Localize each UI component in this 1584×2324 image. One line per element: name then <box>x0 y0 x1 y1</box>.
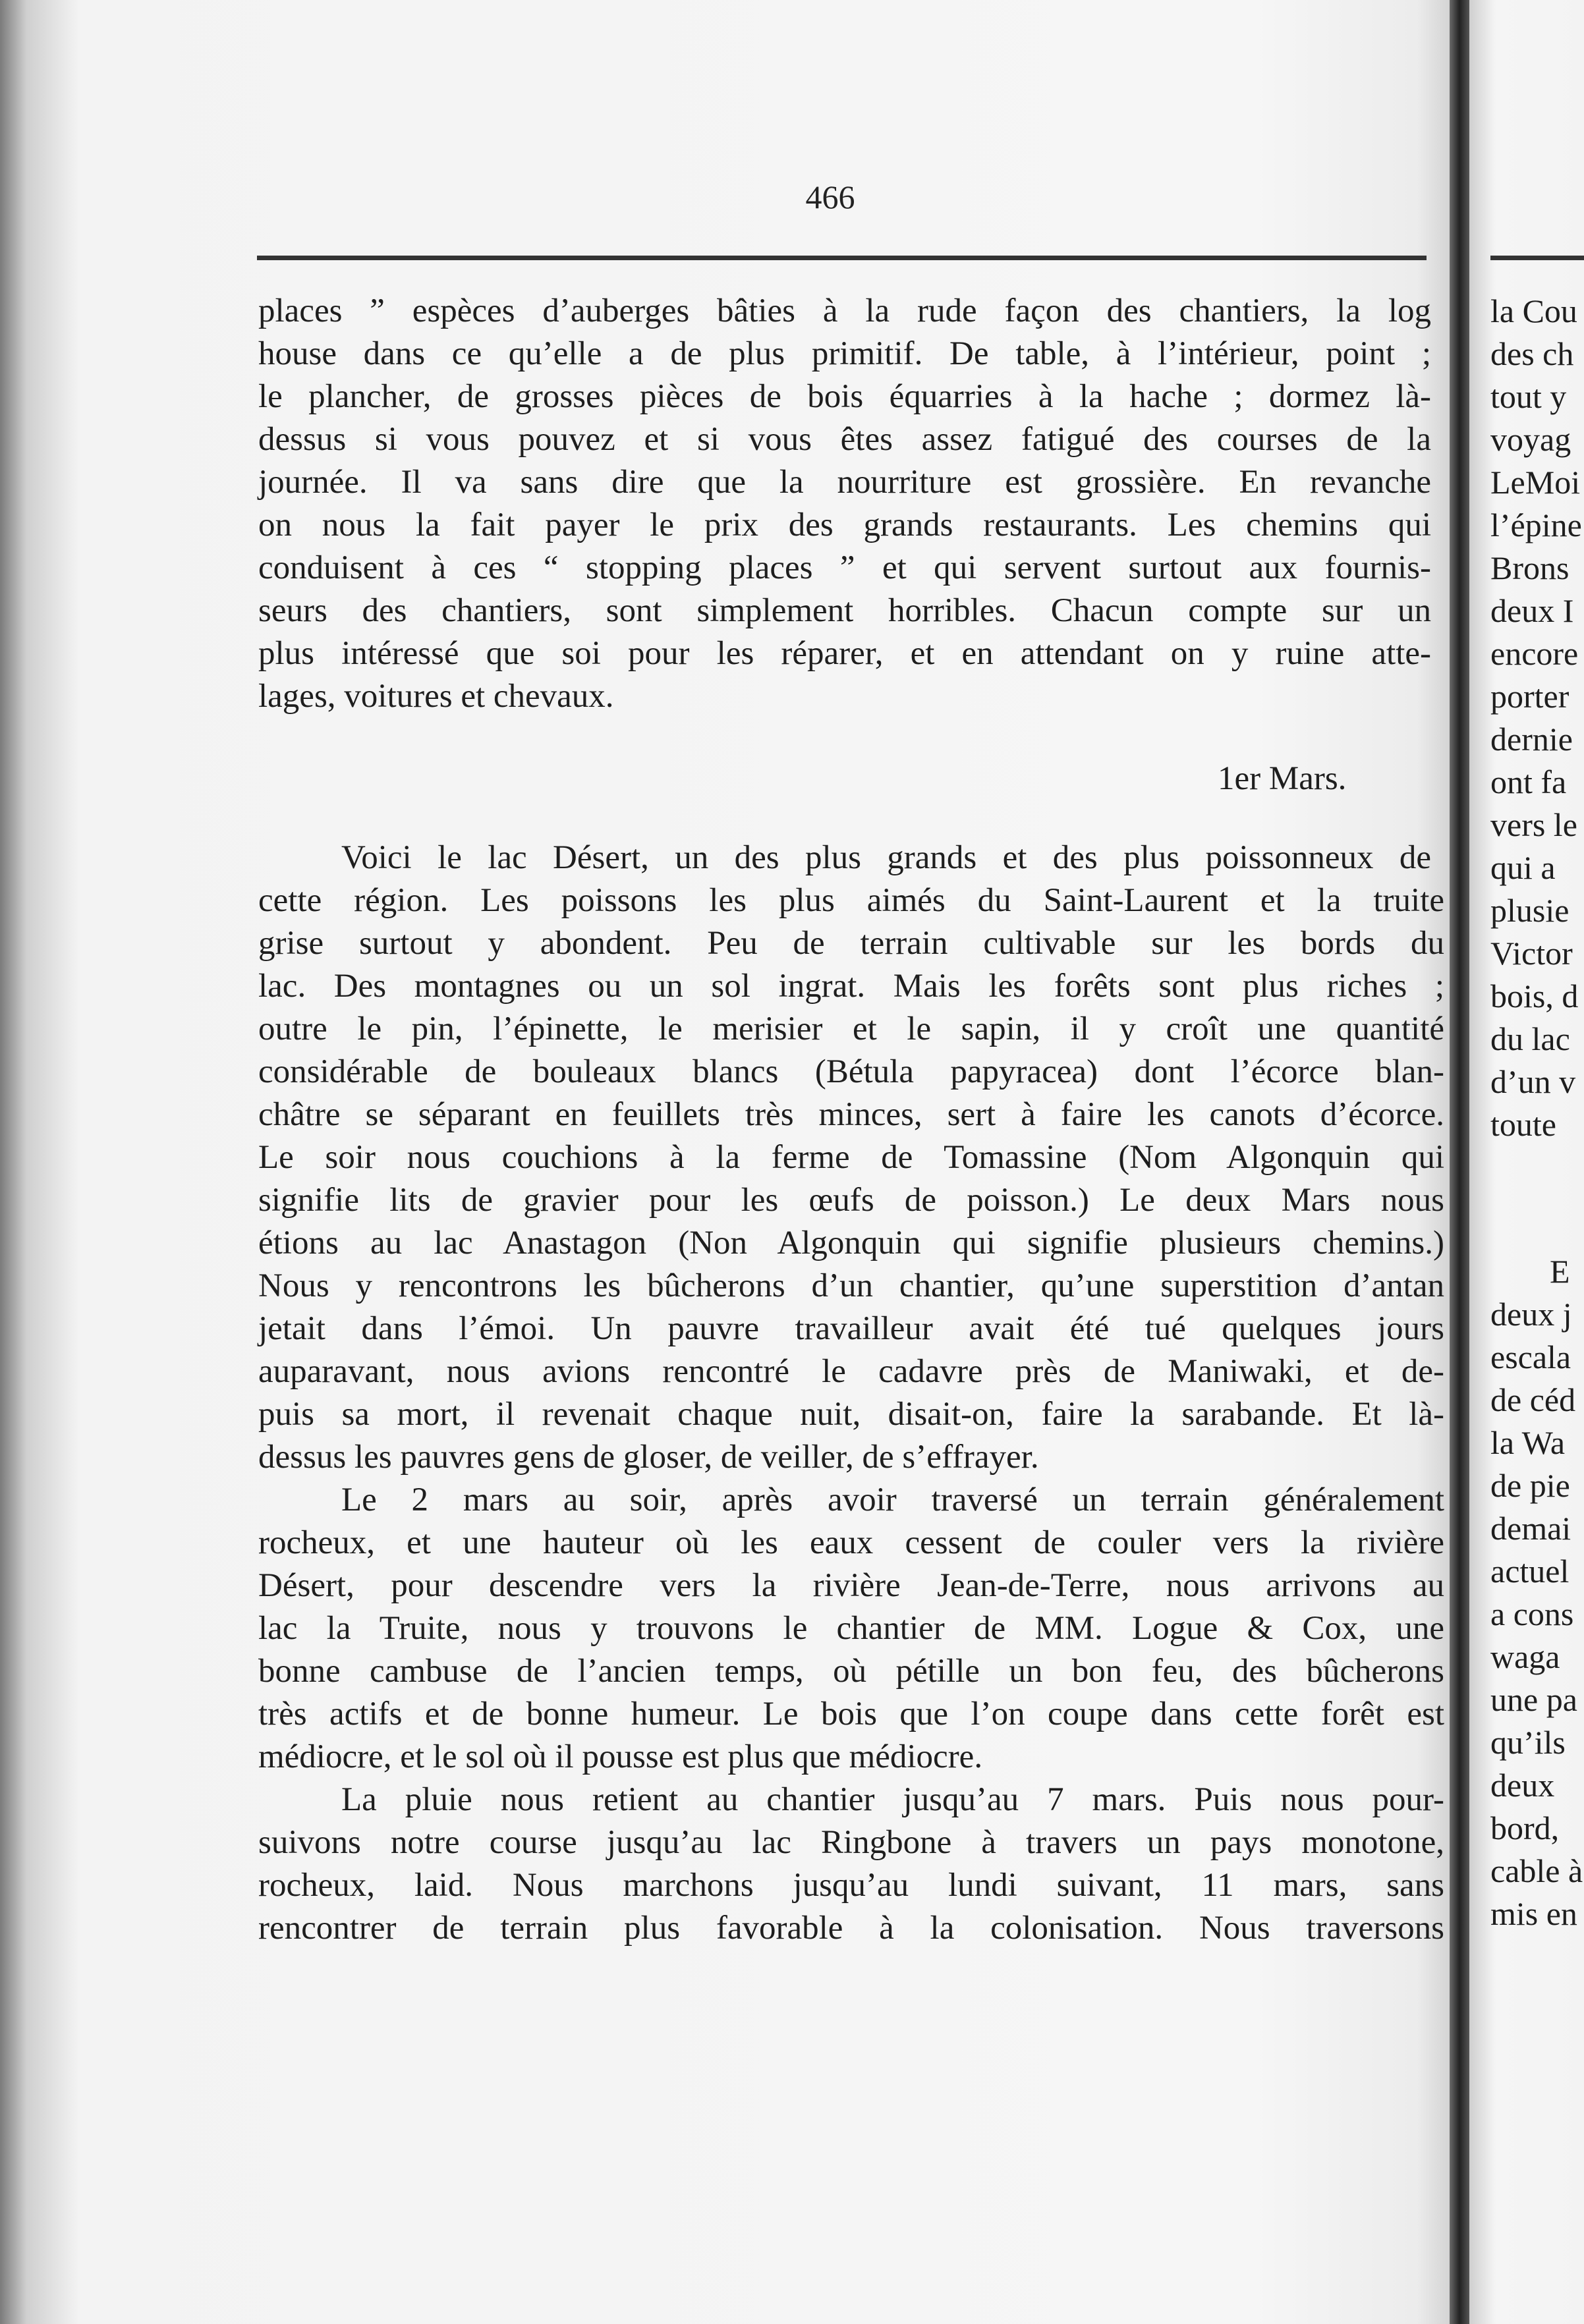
text-line: E <box>1550 1253 1570 1290</box>
text-line: rocheux, et une hauteur où les eaux cessent de couler vers la rivière <box>258 1524 1444 1561</box>
text-line: qui a <box>1490 849 1556 886</box>
text-line: grise surtout y abondent. Peu de terrain cultivable sur les bords du <box>258 925 1444 962</box>
text-line: a cons <box>1490 1595 1574 1632</box>
text-line: une pa <box>1490 1681 1577 1718</box>
page-number: 466 <box>805 179 855 215</box>
text-line: puis sa mort, il revenait chaque nuit, disait-on, faire la sarabande. Et là- <box>258 1396 1444 1433</box>
text-line: dessus les pauvres gens de gloser, de veiller, de s’effrayer. <box>258 1439 1039 1476</box>
text-line: auparavant, nous avions rencontré le cadavre près de Maniwaki, et de- <box>258 1353 1444 1390</box>
text-line: la Cou <box>1490 292 1577 329</box>
text-line: d’un v <box>1490 1063 1576 1100</box>
text-line: Nous y rencontrons les bûcherons d’un chantier, qu’une superstition d’antan <box>258 1267 1444 1304</box>
text-line: châtre se séparant en feuillets très minces, sert à faire les canots d’écorce. <box>258 1096 1444 1133</box>
text-line: deux I <box>1490 592 1574 629</box>
text-line: porter <box>1490 678 1570 715</box>
text-line: ont fa <box>1490 763 1567 800</box>
text-line: demai <box>1490 1510 1571 1547</box>
text-line: étions au lac Anastagon (Non Algonquin qui signifie plusieurs chemins.) <box>258 1225 1444 1261</box>
text-line: la Wa <box>1490 1424 1566 1461</box>
text-line: bonne cambuse de l’ancien temps, où pétille un bon feu, des bûcherons <box>258 1653 1444 1690</box>
text-line: lages, voitures et chevaux. <box>258 678 614 715</box>
book-spine <box>1450 0 1469 2324</box>
text-line: encore <box>1490 635 1579 672</box>
text-line: médiocre, et le sol où il pousse est plus que médiocre. <box>258 1738 983 1775</box>
right-page-text-fragment <box>1490 290 1582 1146</box>
text-line: vers le <box>1490 806 1577 843</box>
text-line: escala <box>1490 1339 1571 1375</box>
text-line: voyag <box>1490 421 1571 458</box>
text-line: Voici le lac Désert, un des plus grands et des plus poissonneux de <box>341 839 1431 876</box>
text-line: Brons <box>1490 549 1570 586</box>
text-line: signifie lits de gravier pour les œufs de poisson.) Le deux Mars nous <box>258 1182 1444 1219</box>
text-line: plus intéressé que soi pour les réparer, et en attendant on y ruine atte- <box>258 635 1431 672</box>
text-line: bois, d <box>1490 978 1579 1014</box>
text-line: lac. Des montagnes ou un sol ingrat. Mais les forêts sont plus riches ; <box>258 968 1444 1005</box>
text-line: dessus si vous pouvez et si vous êtes assez fatigué des courses de la <box>258 421 1431 458</box>
text-line: LeMoi <box>1490 464 1581 501</box>
text-line: suivons notre course jusqu’au lac Ringbone à travers un pays monotone, <box>258 1824 1444 1861</box>
text-line: Le 2 mars au soir, après avoir traversé un terrain généralement <box>341 1481 1444 1518</box>
text-line: l’épine <box>1490 507 1582 543</box>
text-line: de céd <box>1490 1381 1576 1418</box>
text-line: journée. Il va sans dire que la nourriture est grossière. En revanche <box>258 464 1431 501</box>
text-line: plusie <box>1490 892 1570 929</box>
text-line: cable à <box>1490 1852 1583 1889</box>
text-line: places ” espèces d’auberges bâties à la rude façon des chantiers, la log <box>258 292 1431 329</box>
text-line: bord, <box>1490 1810 1560 1846</box>
text-line: deux <box>1490 1767 1555 1804</box>
text-line: très actifs et de bonne humeur. Le bois que l’on coupe dans cette forêt est <box>258 1696 1444 1732</box>
text-line: waga <box>1490 1638 1560 1675</box>
text-line: on nous la fait payer le prix des grands restaurants. Les chemins qui <box>258 507 1431 543</box>
text-line: actuel <box>1490 1553 1570 1590</box>
text-line: dernie <box>1490 721 1573 758</box>
text-line: des ch <box>1490 335 1574 372</box>
header-rule <box>257 256 1427 260</box>
text-line: tout y <box>1490 378 1567 415</box>
text-line: cette région. Les poissons les plus aimés du Saint-Laurent et la truite <box>258 882 1444 919</box>
text-line: qu’ils <box>1490 1724 1566 1761</box>
paragraph-lac-desert <box>258 837 1444 1950</box>
text-line: rocheux, laid. Nous marchons jusqu’au lundi suivant, 11 mars, sans <box>258 1867 1444 1904</box>
text-line: conduisent à ces “ stopping places ” et qui servent surtout aux fournis- <box>258 549 1431 586</box>
right-page-text-fragment-2 <box>1490 1250 1583 1935</box>
text-line: jetait dans l’émoi. Un pauvre travailleur avait été tué quelques jours <box>258 1310 1444 1347</box>
text-line: seurs des chantiers, sont simplement horribles. Chacun compte sur un <box>258 592 1431 629</box>
date-heading: 1er Mars. <box>1218 760 1347 797</box>
text-line: Désert, pour descendre vers la rivière Jean-de-Terre, nous arrivons au <box>258 1567 1444 1604</box>
text-line: du lac <box>1490 1020 1570 1057</box>
text-line: house dans ce qu’elle a de plus primitif. De table, à l’intérieur, point ; <box>258 335 1431 372</box>
text-line: La pluie nous retient au chantier jusqu’au 7 mars. Puis nous pour- <box>341 1781 1444 1818</box>
text-line: Victor <box>1490 935 1573 972</box>
text-line: toute <box>1490 1106 1556 1143</box>
text-line: lac la Truite, nous y trouvons le chantier de MM. Logue & Cox, une <box>258 1610 1444 1647</box>
paragraph-stopping-places <box>258 290 1444 718</box>
text-line: considérable de bouleaux blancs (Bétula papyracea) dont l’écorce blan- <box>258 1053 1444 1090</box>
text-line: de pie <box>1490 1467 1570 1504</box>
text-line: outre le pin, l’épinette, le merisier et le sapin, il y croît une quantité <box>258 1010 1444 1047</box>
text-line: deux j <box>1490 1296 1572 1333</box>
right-page-header-rule <box>1490 256 1584 260</box>
text-line: rencontrer de terrain plus favorable à la colonisation. Nous traversons <box>258 1910 1444 1947</box>
text-line: le plancher, de grosses pièces de bois équarries à la hache ; dormez là- <box>258 378 1431 415</box>
text-line: mis en <box>1490 1895 1577 1932</box>
text-line: Le soir nous couchions à la ferme de Tomassine (Nom Algonquin qui <box>258 1139 1444 1176</box>
